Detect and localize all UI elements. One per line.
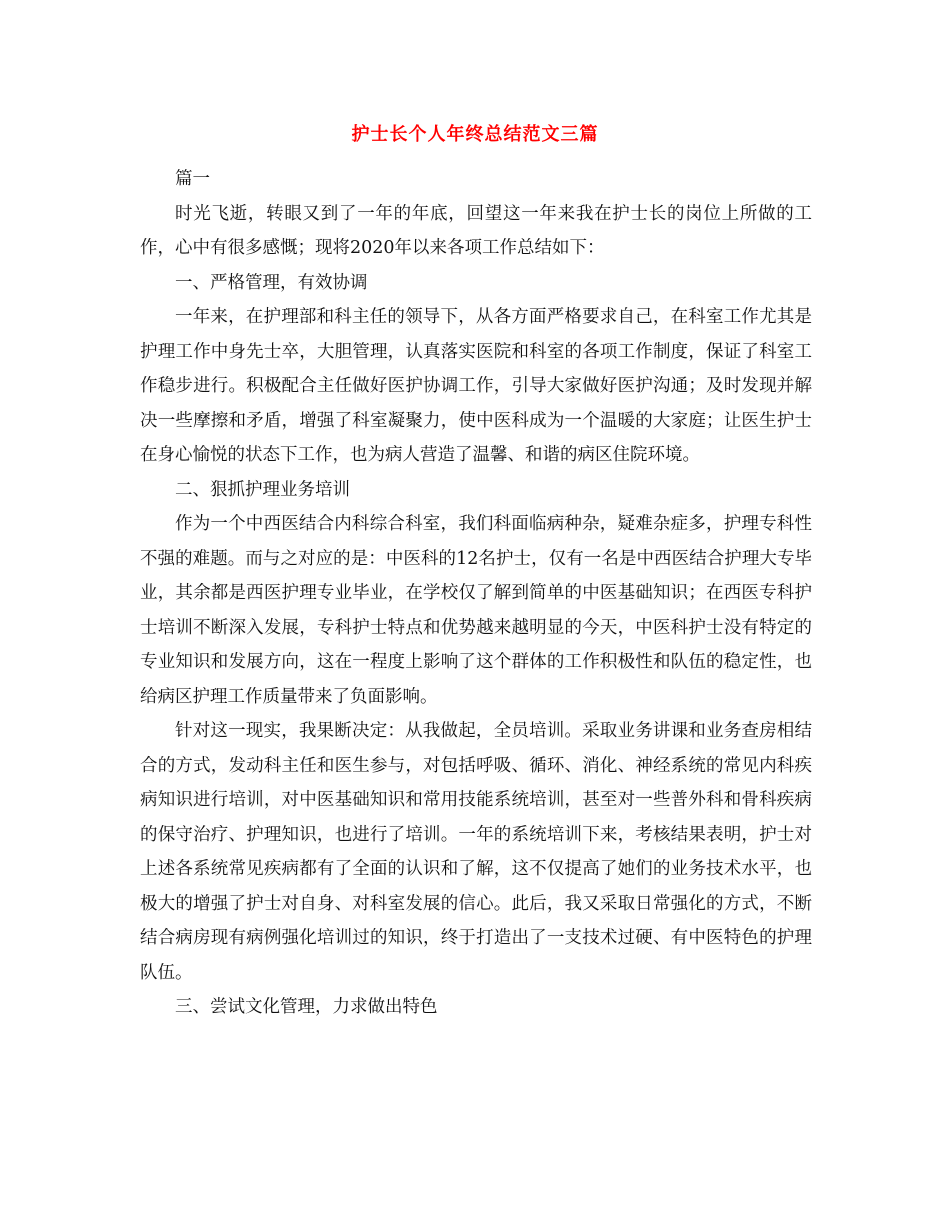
- paragraph-training-actions: 针对这一现实，我果断决定：从我做起，全员培训。采取业务讲课和业务查房相结合的方式，发动科主任和医生参与，对包括呼吸、循环、消化、神经系统的常见内科疾病知识进行培训，对中医基础知识和常用技能系统培训，甚至对一些普外科和骨科疾病的保守治疗、护理知识，也进行了培训。一年的系统培训下来，考核结果表明，护士对上述各系统常见疾病都有了全面的认识和了解，这不仅提高了她们的业务技术水平，也极大的增强了护士对自身、对科室发展的信心。此后，我又采取日常强化的方式，不断结合病房现有病例强化培训过的知识，终于打造出了一支技术过硬、有中医特色的护理队伍。: [140, 721, 812, 983]
- paragraph-section-label: 篇一: [175, 169, 210, 189]
- paragraph-intro: 时光飞逝，转眼又到了一年的年底，回望这一年来我在护士长的岗位上所做的工作，心中有很多感慨；现将2020年以来各项工作总结如下：: [140, 203, 812, 258]
- document-body: [140, 162, 812, 1025]
- heading-section-1: 一、严格管理，有效协调: [175, 272, 368, 293]
- heading-section-2: 二、狠抓护理业务培训: [175, 479, 350, 500]
- paragraph-training-background: 作为一个中西医结合内科综合科室，我们科面临病种杂，疑难杂症多，护理专科性不强的难题。而与之对应的是：中医科的12名护士，仅有一名是中西医结合护理大专毕业，其余都是西医护理专业毕业，在学校仅了解到简单的中医基础知识；在西医专科护士培训不断深入发展，专科护士特点和优势越来越明显的今天，中医科护士没有特定的专业知识和发展方向，这在一程度上影响了这个群体的工作积极性和队伍的稳定性，也给病区护理工作质量带来了负面影响。: [140, 514, 812, 707]
- document-title: 护士长个人年终总结范文三篇: [351, 124, 599, 145]
- paragraph-management: 一年来，在护理部和科主任的领导下，从各方面严格要求自己，在科室工作尤其是护理工作中身先士卒，大胆管理，认真落实医院和科室的各项工作制度，保证了科室工作稳步进行。积极配合主任做好医护协调工作，引导大家做好医护沟通；及时发现并解决一些摩擦和矛盾，增强了科室凝聚力，使中医科成为一个温暖的大家庭；让医生护士在身心愉悦的状态下工作，也为病人营造了温馨、和谐的病区住院环境。: [140, 307, 812, 465]
- heading-section-3: 三、尝试文化管理，力求做出特色: [175, 997, 438, 1017]
